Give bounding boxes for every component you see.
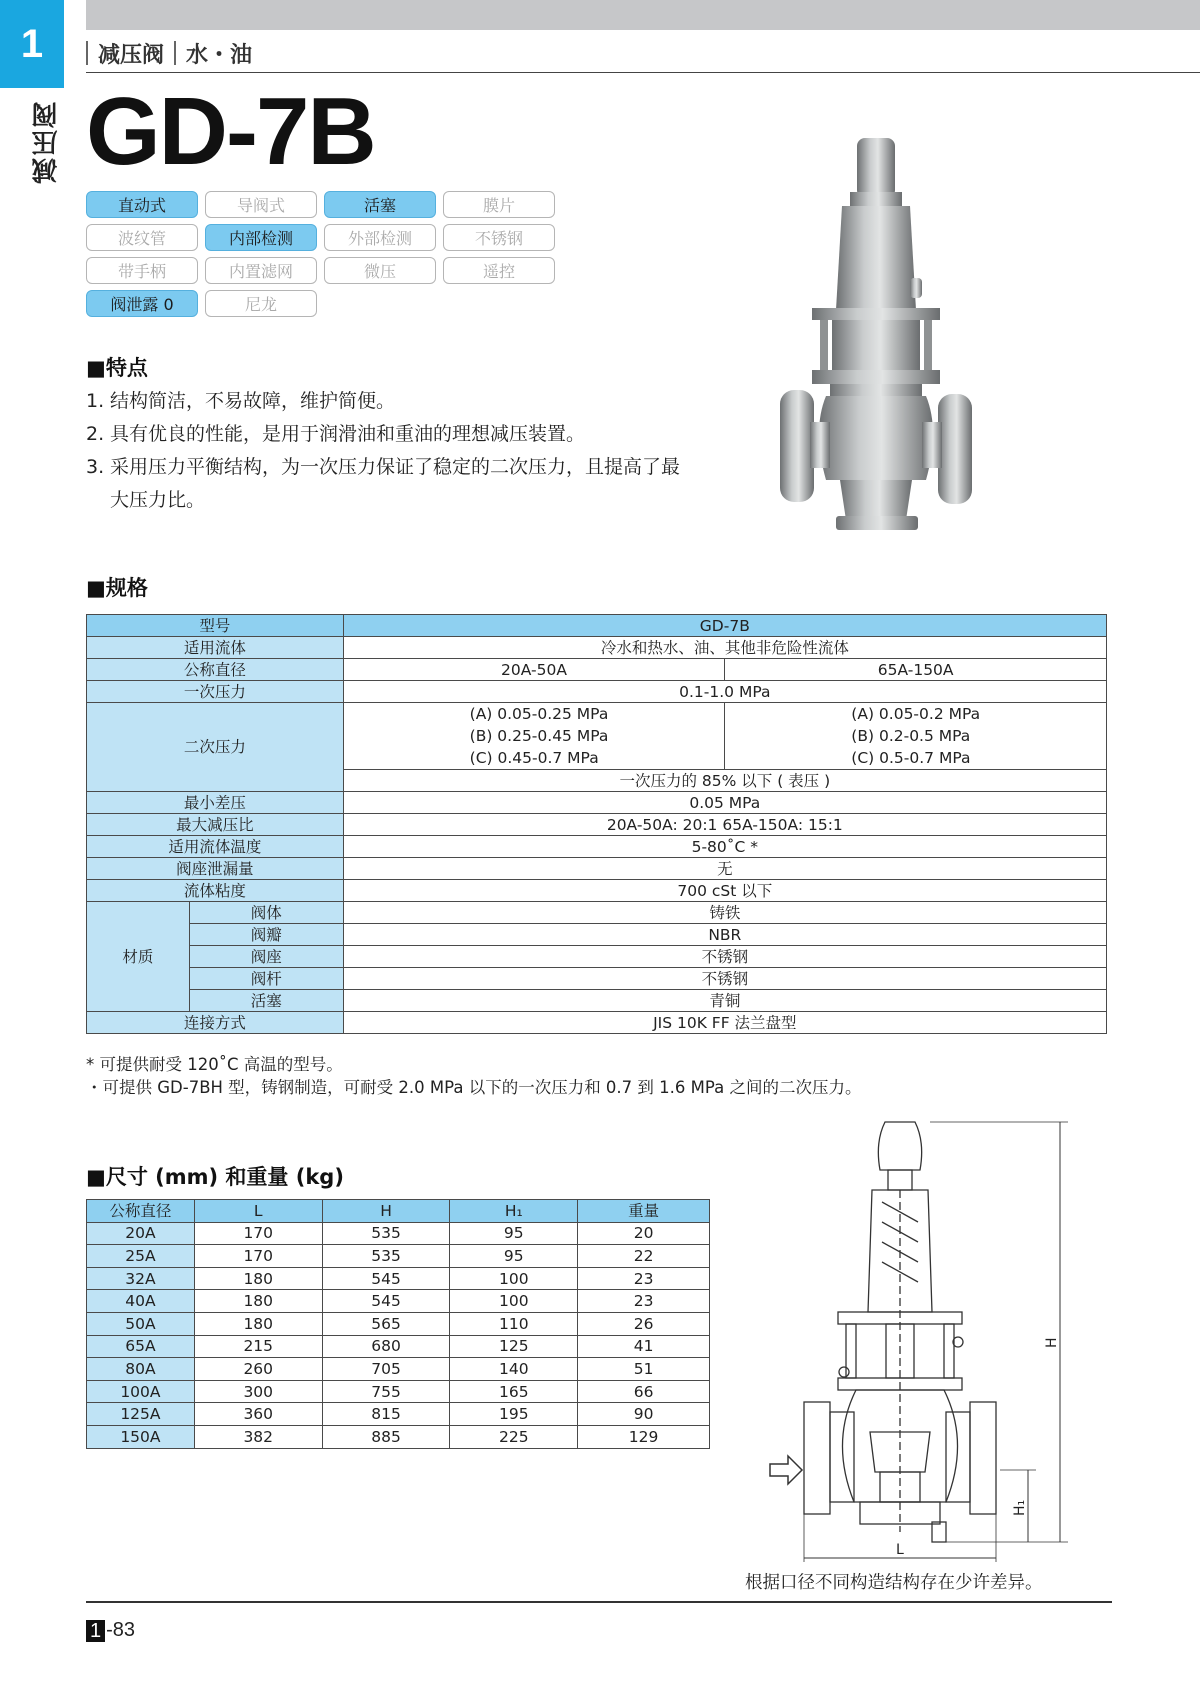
- dim-header: H: [322, 1200, 450, 1223]
- dim-cell: 215: [194, 1335, 322, 1358]
- feature-tag: 活塞: [324, 191, 436, 218]
- table-row: [87, 1358, 710, 1381]
- drawing-label-h1: H₁: [1012, 1499, 1028, 1516]
- top-band: [86, 0, 1200, 30]
- dim-cell: 815: [322, 1403, 450, 1426]
- drawing-label-h: H: [1044, 1337, 1060, 1348]
- chapter-number: 1: [0, 0, 64, 88]
- dim-cell: 129: [578, 1425, 710, 1448]
- dim-cell: 885: [322, 1425, 450, 1448]
- dim-cell: 32A: [87, 1267, 195, 1290]
- chapter-side-label: 减压阀: [32, 100, 62, 184]
- spec-label: 型号: [87, 615, 344, 637]
- feature-tag: 不锈钢: [443, 224, 555, 251]
- table-row: [87, 1267, 710, 1290]
- dim-cell: 150A: [87, 1425, 195, 1448]
- feature-tag: 导阀式: [205, 191, 317, 218]
- dim-cell: 680: [322, 1335, 450, 1358]
- drawing-caption: 根据口径不同构造结构存在少许差异。: [745, 1573, 1043, 1593]
- dim-cell: 300: [194, 1380, 322, 1403]
- feature-tag: 内置滤网: [205, 257, 317, 284]
- dim-cell: 180: [194, 1267, 322, 1290]
- dim-cell: 20A: [87, 1222, 195, 1245]
- spec-table: 型号 GD-7B 适用流体 冷水和热水、油、其他非危险性流体 公称直径 20A-50A 65A-150A 一次压力 0.1-1.0 MPa 二次压力 (A) 0.05-0.25 MPa (B) 0.25-0.45 MPa (C) 0.45-0.7 MPa (A) 0.05-0.2 MPa (B) 0.2-0.5 MPa (C) 0.5-0.7 MPa 一次压力的 85% 以下 ( 表压 ) 最小差压 0.05 MPa 最大减压比 20A-50A: 20:1 65A-150A: 15:1 适用流体温度 5-80˚C * 阀座泄漏量 无 流体粘度 700 cSt 以下 材质 阀体 铸铁 阀瓣 NBR 阀座 不锈钢 阀杆 不锈钢 活塞 青铜 连接方式 JIS 10K FF 法兰盘型: [86, 614, 1107, 1034]
- feature-tag: 阀泄露 0: [86, 290, 198, 317]
- features-list: [86, 385, 726, 517]
- dim-cell: 95: [450, 1245, 578, 1268]
- dim-cell: 41: [578, 1335, 710, 1358]
- feature-item: 2. 具有优良的性能，是用于润滑油和重油的理想减压装置。: [86, 423, 586, 445]
- table-row: [87, 1245, 710, 1268]
- dim-header: 重量: [578, 1200, 710, 1223]
- spec-title: ■规格: [86, 576, 148, 600]
- breadcrumb-category: 减压阀: [98, 42, 165, 68]
- dim-cell: 20: [578, 1222, 710, 1245]
- secondary-pressure-a: (A) 0.05-0.25 MPa (B) 0.25-0.45 MPa (C) 0.45-0.7 MPa: [343, 703, 725, 770]
- dim-cell: 170: [194, 1245, 322, 1268]
- page-number: 1 -83: [86, 1619, 135, 1642]
- features-title: ■特点: [86, 356, 148, 380]
- dim-cell: 545: [322, 1267, 450, 1290]
- dim-cell: 95: [450, 1222, 578, 1245]
- feature-tag: 外部检测: [324, 224, 436, 251]
- spec-value: GD-7B: [343, 615, 1106, 637]
- dim-cell: 23: [578, 1267, 710, 1290]
- dim-header: L: [194, 1200, 322, 1223]
- dim-cell: 65A: [87, 1335, 195, 1358]
- dim-cell: 170: [194, 1222, 322, 1245]
- feature-tag: 尼龙: [205, 290, 317, 317]
- note: * 可提供耐受 120˚C 高温的型号。: [86, 1055, 343, 1074]
- drawing-label-l: L: [896, 1542, 904, 1558]
- dim-cell: 90: [578, 1403, 710, 1426]
- feature-item: 1. 结构简洁，不易故障，维护简便。: [86, 390, 396, 412]
- note: ・可提供 GD-7BH 型，铸钢制造，可耐受 2.0 MPa 以下的一次压力和 0.7 到 1.6 MPa 之间的二次压力。: [86, 1078, 862, 1097]
- dim-cell: 755: [322, 1380, 450, 1403]
- dim-cell: 26: [578, 1312, 710, 1335]
- dim-cell: 110: [450, 1312, 578, 1335]
- table-row: [87, 1380, 710, 1403]
- feature-tag: 膜片: [443, 191, 555, 218]
- feature-tag: 直动式: [86, 191, 198, 218]
- header-rule: [86, 72, 1200, 73]
- feature-tag: 微压: [324, 257, 436, 284]
- dim-cell: 225: [450, 1425, 578, 1448]
- dim-cell: 360: [194, 1403, 322, 1426]
- dimensions-title: ■尺寸 (mm) 和重量 (kg): [86, 1165, 344, 1189]
- dim-cell: 25A: [87, 1245, 195, 1268]
- dim-cell: 140: [450, 1358, 578, 1381]
- dim-cell: 80A: [87, 1358, 195, 1381]
- dim-cell: 180: [194, 1312, 322, 1335]
- table-row: [87, 1290, 710, 1313]
- dim-header: H₁: [450, 1200, 578, 1223]
- table-row: [87, 1403, 710, 1426]
- breadcrumb: [86, 37, 252, 69]
- dim-cell: 535: [322, 1222, 450, 1245]
- dim-cell: 23: [578, 1290, 710, 1313]
- dim-cell: 535: [322, 1245, 450, 1268]
- dim-cell: 382: [194, 1425, 322, 1448]
- dim-cell: 565: [322, 1312, 450, 1335]
- dim-cell: 705: [322, 1358, 450, 1381]
- dim-cell: 100: [450, 1290, 578, 1313]
- dim-cell: 125A: [87, 1403, 195, 1426]
- dimensions-table: [86, 1199, 710, 1449]
- dim-cell: 50A: [87, 1312, 195, 1335]
- feature-tag: 内部检测: [205, 224, 317, 251]
- feature-tag: 遥控: [443, 257, 555, 284]
- table-row: [87, 1312, 710, 1335]
- dim-cell: 66: [578, 1380, 710, 1403]
- table-row: [87, 1425, 710, 1448]
- dim-cell: 100: [450, 1267, 578, 1290]
- feature-tag: 带手柄: [86, 257, 198, 284]
- dim-cell: 100A: [87, 1380, 195, 1403]
- table-row: [87, 1222, 710, 1245]
- valve-photo: [770, 130, 990, 570]
- breadcrumb-media: 水・油: [186, 42, 253, 68]
- dim-cell: 40A: [87, 1290, 195, 1313]
- dim-cell: 260: [194, 1358, 322, 1381]
- dim-cell: 545: [322, 1290, 450, 1313]
- sectional-drawing: [760, 1112, 1080, 1562]
- dim-header: 公称直径: [87, 1200, 195, 1223]
- spec-notes: [86, 1053, 861, 1099]
- secondary-pressure-b: (A) 0.05-0.2 MPa (B) 0.2-0.5 MPa (C) 0.5-0.7 MPa: [725, 703, 1107, 770]
- dim-cell: 195: [450, 1403, 578, 1426]
- dim-cell: 180: [194, 1290, 322, 1313]
- dim-cell: 22: [578, 1245, 710, 1268]
- dim-cell: 51: [578, 1358, 710, 1381]
- table-row: [87, 1335, 710, 1358]
- dim-cell: 125: [450, 1335, 578, 1358]
- page-title: GD-7B: [86, 78, 375, 185]
- footer-rule: [86, 1601, 1112, 1603]
- feature-item: 3. 采用压力平衡结构，为一次压力保证了稳定的二次压力，且提高了最大压力比。: [86, 456, 681, 511]
- feature-tag: 波纹管: [86, 224, 198, 251]
- dim-cell: 165: [450, 1380, 578, 1403]
